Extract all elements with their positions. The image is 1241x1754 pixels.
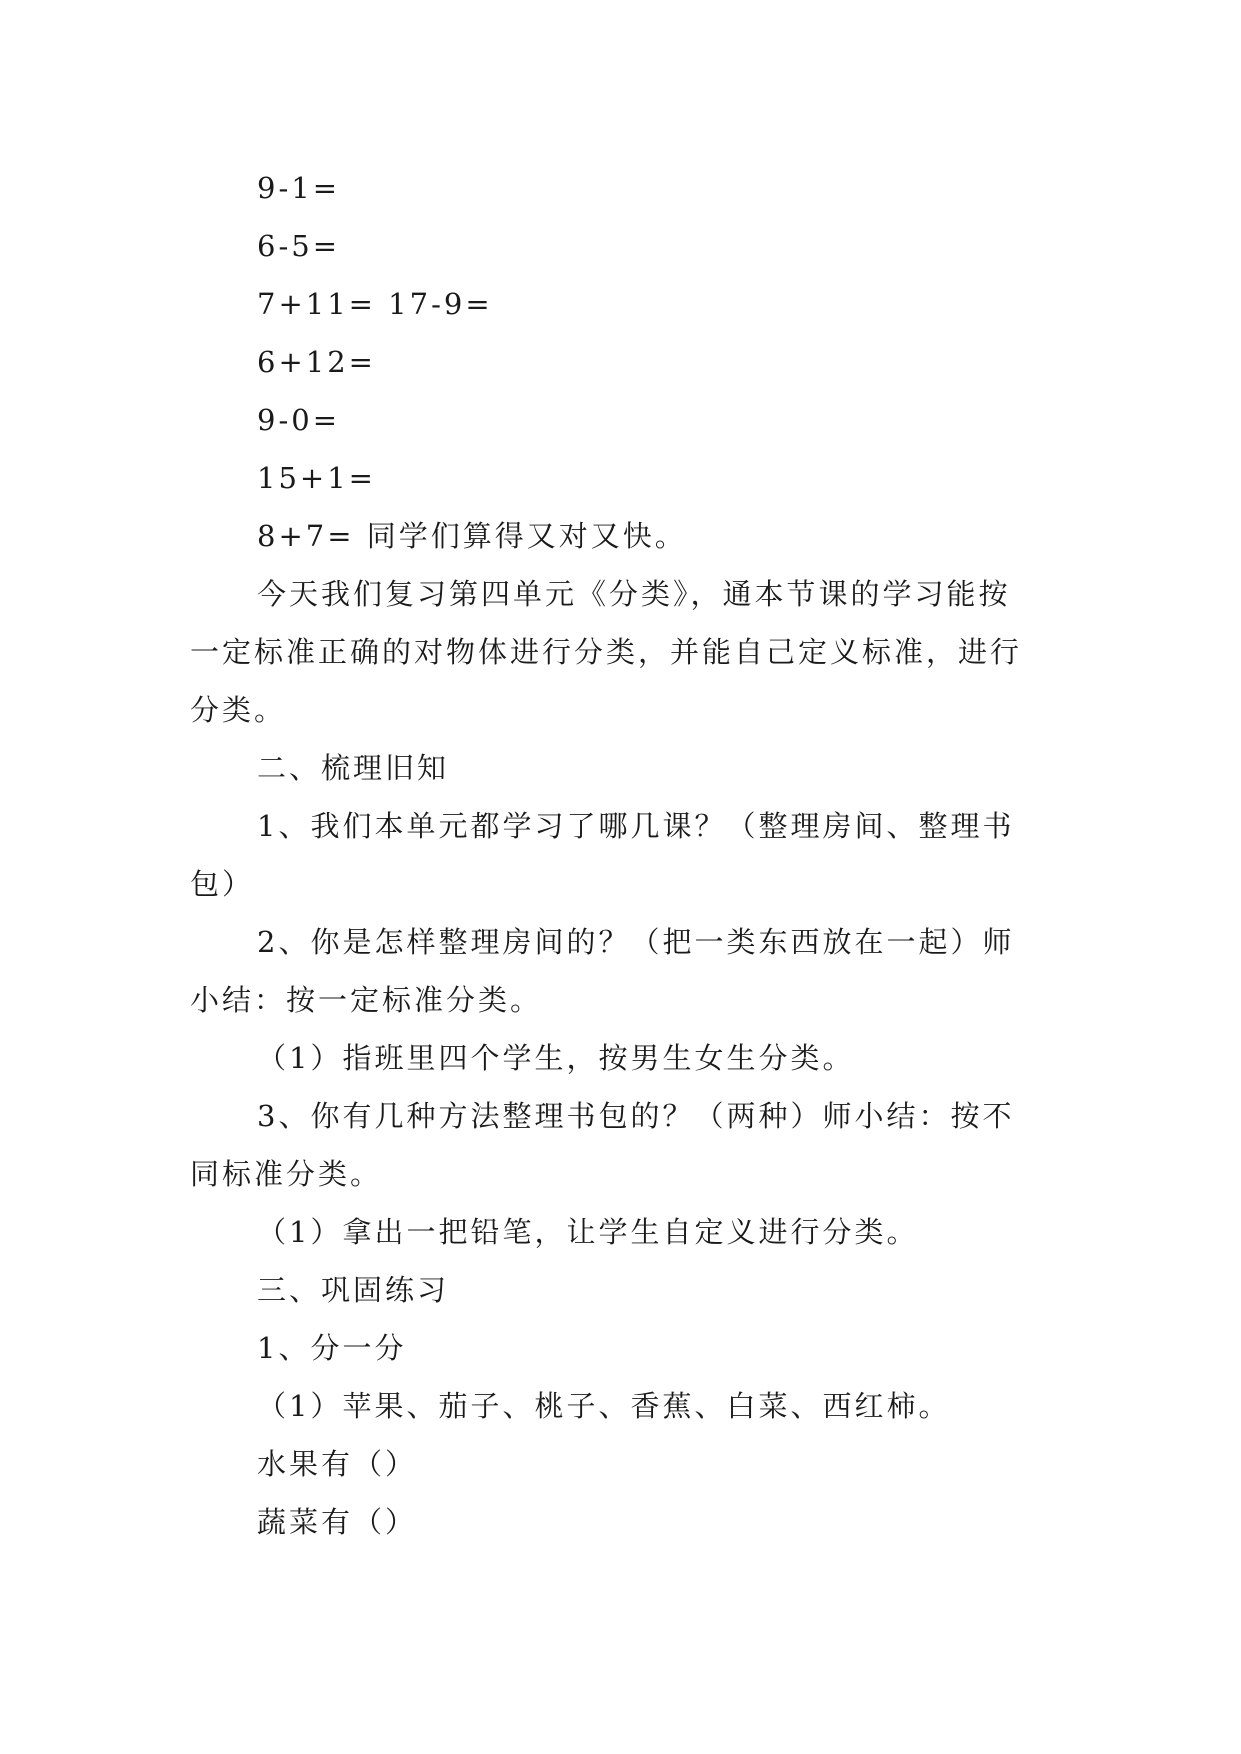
text-line: 1、分一分 <box>257 1331 407 1365</box>
text-line: 6-5= <box>257 229 340 263</box>
paragraph-line: 2、你是怎样整理房间的？（把一类东西放在一起）师 <box>257 925 1015 959</box>
paragraph-line: 同标准分类。 <box>190 1157 383 1191</box>
sub-item-line: （1）指班里四个学生，按男生女生分类。 <box>257 1041 855 1075</box>
sub-item-line: （1）拿出一把铅笔，让学生自定义进行分类。 <box>257 1215 919 1249</box>
text-line: 9-0= <box>257 403 340 437</box>
paragraph-line: 分类。 <box>190 693 287 727</box>
text-line: 9-1= <box>257 171 340 205</box>
section-heading: 二、梳理旧知 <box>257 751 450 785</box>
paragraph-line: 1、我们本单元都学习了哪几课？（整理房间、整理书 <box>257 809 1015 843</box>
text-line: 7+11= 17-9= <box>257 287 493 321</box>
paragraph-line: 小结：按一定标准分类。 <box>190 983 543 1017</box>
text-line: 6+12= <box>257 345 376 379</box>
paragraph-line: 包） <box>190 867 255 901</box>
paragraph-line: 今天我们复习第四单元《分类》，通本节课的学习能按 <box>257 577 1011 611</box>
paragraph-line: 一定标准正确的对物体进行分类，并能自己定义标准，进行 <box>190 635 1023 669</box>
paragraph-line: 3、你有几种方法整理书包的？（两种）师小结：按不 <box>257 1099 1015 1133</box>
text-line: 8+7= 同学们算得又对又快。 <box>257 519 687 553</box>
text-line: 水果有（） <box>257 1447 418 1481</box>
section-heading: 三、巩固练习 <box>257 1273 450 1307</box>
text-line: 蔬菜有（） <box>257 1505 418 1539</box>
text-line: 15+1= <box>257 461 376 495</box>
sub-item-line: （1）苹果、茄子、桃子、香蕉、白菜、西红柿。 <box>257 1389 951 1423</box>
